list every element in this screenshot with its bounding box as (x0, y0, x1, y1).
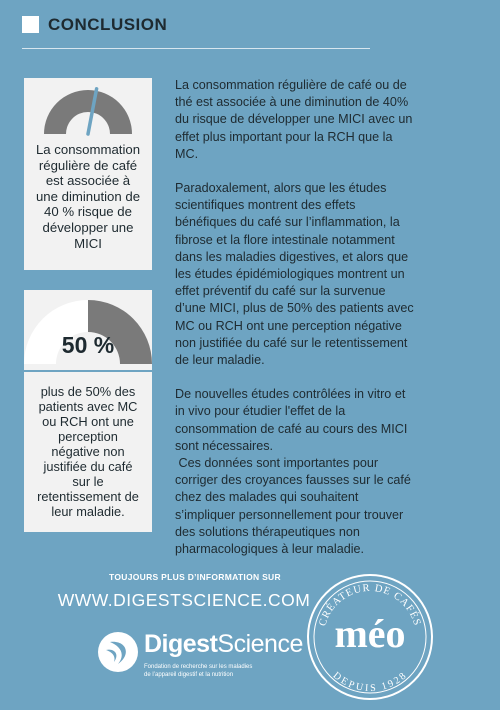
gauge-card (24, 78, 152, 270)
body-text (175, 77, 417, 575)
paragraph-2: Paradoxalement, alors que les études scientifiques montrent des effets bénéfiques du café sur l’inflammation, la fibrose et la flore intestinale notamment dans les maladies digestives, et alors que les études épidémiologiques montrent un effet préventif du café sur la survenue d’une MICI, plus de 50% des patients avec MC ou RCH ont une perception négative non justifiée du café sur le retentissement de leur maladie. (175, 181, 414, 368)
logo-name-rest: Science (217, 630, 303, 658)
logo-name-bold: Digest (144, 630, 218, 658)
paragraph-1: La consommation régulière de café ou de thé est associée à une diminution de 40% du risque de développer une MICI avec un effet plus important pour la RCH que la MC. (175, 78, 413, 161)
badge-top-text: CRÉATEUR DE CAFÉS (317, 582, 423, 628)
header-square-marker (22, 16, 39, 33)
badge-word: méo (334, 611, 406, 656)
paragraph-4: Ces données sont importantes pour corriger des croyances fausses sur le café chez des malades qui souhaitent s’impliquer personnellement pour trouver des solutions thérapeutiques non pharmacologiques à leur maladie. (175, 456, 415, 557)
stat-gauge-box (24, 290, 152, 370)
digestscience-tagline (144, 664, 289, 679)
stat-card-text: plus de 50% des patients avec MC ou RCH ont une perception négative non justifiée du café sur le retentissement de leur maladie. (37, 384, 139, 519)
more-info-label: TOUJOURS PLUS D’INFORMATION SUR (109, 572, 281, 582)
gauge-chart (24, 78, 152, 148)
website-link[interactable]: WWW.DIGESTSCIENCE.COM (57, 590, 311, 610)
gauge-card-text: La consommation régulière de café est associée à une diminution de 40 % risque de développer une MICI (35, 142, 141, 251)
stat-card (24, 372, 152, 532)
header-divider (22, 48, 370, 49)
meo-badge-logo (300, 567, 440, 707)
digestscience-logo-icon (96, 630, 140, 674)
tagline-line-1: Fondation de recherche sur les maladies (144, 664, 253, 670)
paragraph-3: De nouvelles études contrôlées in vitro et in vivo pour étudier l'effet de la consommation de café au cours des MICI sont nécessaires. (175, 387, 408, 453)
digestscience-logo-text (144, 630, 303, 659)
tagline-line-2: de l’appareil digestif et la nutrition (144, 671, 234, 678)
badge-bottom-text: DEPUIS 1928 (330, 670, 410, 695)
page-title: CONCLUSION (48, 15, 168, 34)
stat-percent: 50 % (61, 332, 115, 358)
